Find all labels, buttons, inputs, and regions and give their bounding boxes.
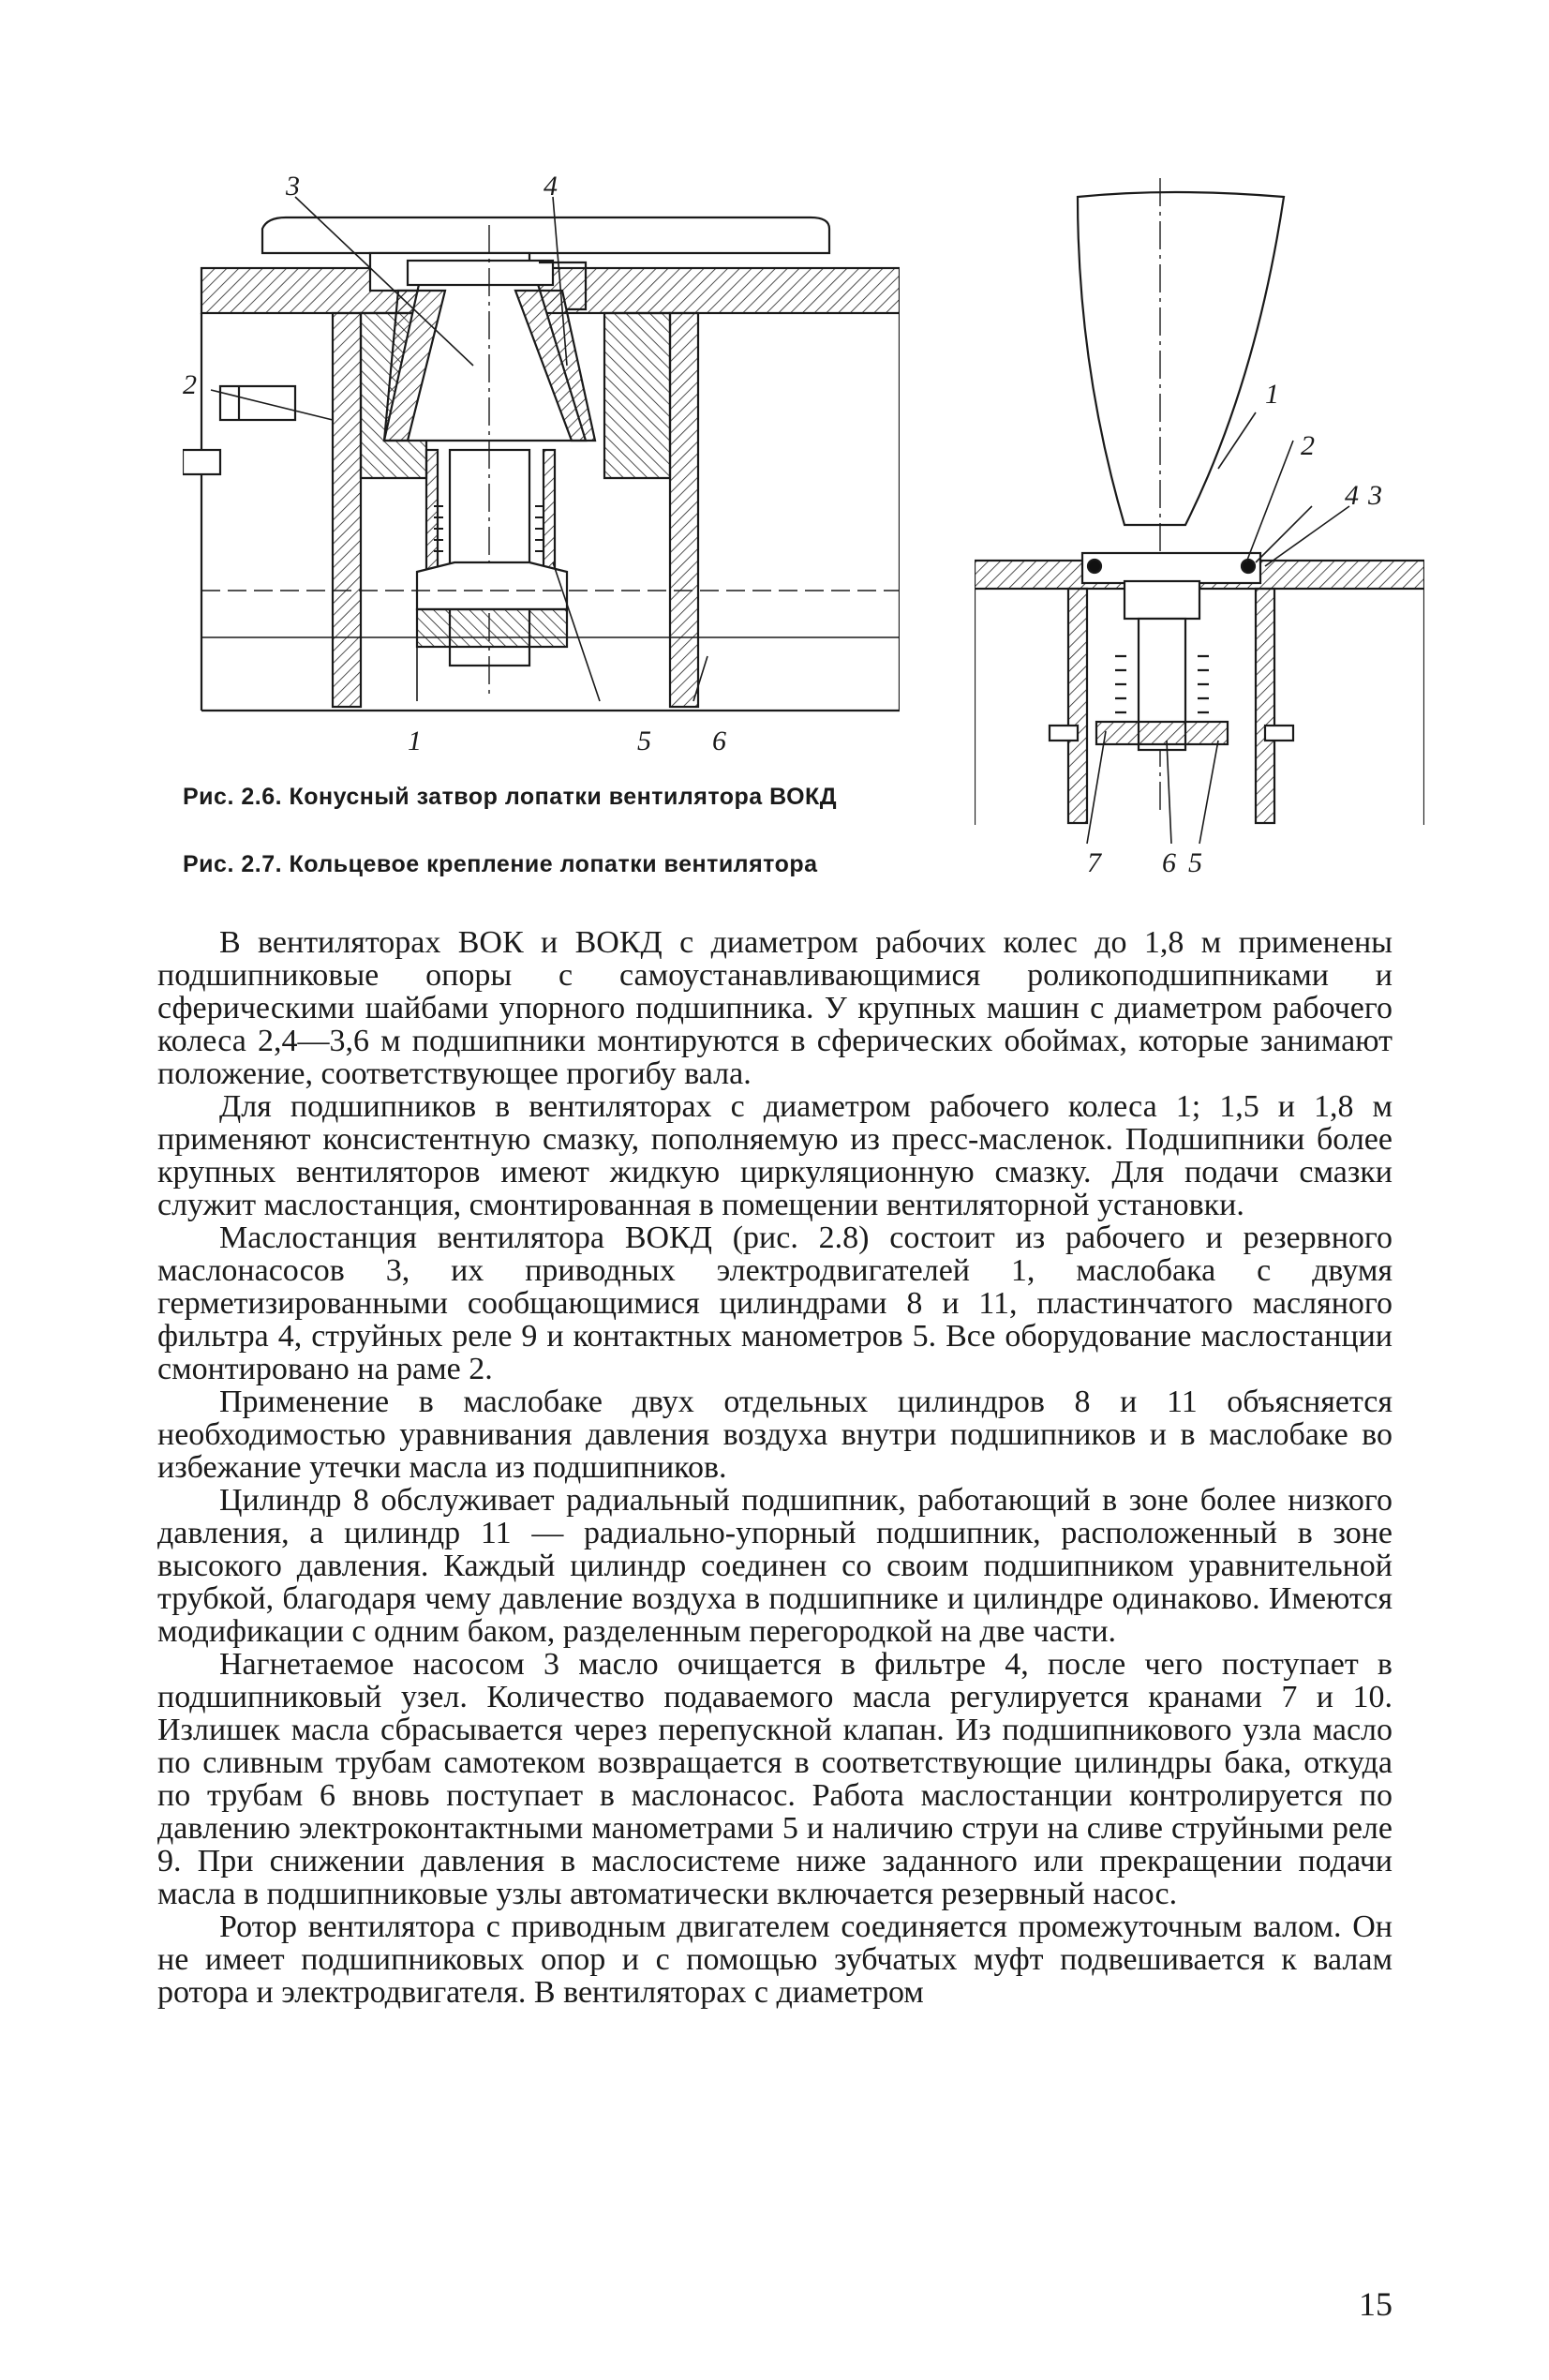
fig1-label-1: 1: [408, 726, 422, 756]
paragraph: Маслостанция вентилятора ВОКД (рис. 2.8) состоит из рабочего и резервного маслонасосов 3, их приводных электродвигателей 1, маслобака с двумя герметизированными сообщающимися цилиндрами 8 и 11, пластинчатого масляного фильтра 4, струйных реле 9 и контактных манометров 5. Все оборудование маслостанции смонтировано на раме 2.: [157, 1220, 1393, 1386]
figure-2-6-caption: Рис. 2.6. Конусный затвор лопатки вентилятора ВОКД: [183, 784, 838, 810]
paragraph: В вентиляторах ВОК и ВОКД с диаметром рабочих колес до 1,8 м применены подшипниковые опоры с самоустанавливающимися роликоподшипниками и сферическими шайбами упорного подшипника. У крупных машин с диаметром рабочего колеса 2,4—3,6 м подшипники монтируются в сферических обоймах, которые занимают положение, соответствующее прогибу вала.: [157, 925, 1393, 1091]
fig2-label-1: 1: [1265, 379, 1279, 410]
fig2-label-5: 5: [1188, 847, 1202, 878]
page-number: 15: [1359, 2285, 1393, 2323]
fig2-label-3: 3: [1368, 480, 1382, 511]
fig1-label-2: 2: [183, 369, 197, 400]
paragraph: Применение в маслобаке двух отдельных цилиндров 8 и 11 объясняется необходимостью уравнивания давления воздуха внутри подшипников и в маслобаке во избежание утечки масла из подшипников.: [157, 1385, 1393, 1485]
paragraph: Нагнетаемое насосом 3 масло очищается в фильтре 4, после чего поступает в подшипниковый узел. Количество подаваемого масла регулируется кранами 7 и 10. Излишек масла сбрасывается через перепускной клапан. Из подшипникового узла масло по сливным трубам самотеком возвращается в соответствующие цилиндры бака, откуда по трубам 6 вновь поступает в маслонасос. Работа маслостанции контролируется по давлению электроконтактными манометрами 5 и наличию струи на сливе струйными реле 9. При снижении давления в маслосистеме ниже заданного или прекращении подачи масла в подшипниковые узлы автоматически включается резервный насос.: [157, 1647, 1393, 1911]
body-text: [157, 926, 1393, 2009]
fig2-label-7: 7: [1087, 847, 1101, 878]
fig2-label-6: 6: [1162, 847, 1176, 878]
fig2-label-2: 2: [1301, 430, 1315, 461]
figure-2-7-drawing: [975, 169, 1424, 881]
paragraph: Цилиндр 8 обслуживает радиальный подшипник, работающий в зоне более низкого давления, а цилиндр 11 — радиально-упорный подшипник, расположенный в зоне высокого давления. Каждый цилиндр соединен со своим подшипником уравнительной трубкой, благодаря чему давление воздуха в подшипнике и цилиндре одинаково. Имеются модификации с одним баком, разделенным перегородкой на две части.: [157, 1483, 1393, 1649]
paragraph: Ротор вентилятора с приводным двигателем соединяется промежуточным валом. Он не имеет подшипниковых опор и с помощью зубчатых муфт подвешивается к валам ротора и электродвигателя. В вентиляторах с диаметром: [157, 1909, 1393, 2010]
paragraph: Для подшипников в вентиляторах с диаметром рабочего колеса 1; 1,5 и 1,8 м применяют консистентную смазку, пополняемую из пресс-масленок. Подшипники более крупных вентиляторов имеют жидкую циркуляционную смазку. Для подачи смазки служит маслостанция, смонтированная в помещении вентиляторной установки.: [157, 1089, 1393, 1222]
fig1-label-5: 5: [637, 726, 651, 756]
fig2-label-4: 4: [1345, 480, 1359, 511]
figure-2-6-drawing: [183, 169, 900, 769]
fig1-label-6: 6: [712, 726, 726, 756]
fig1-label-4: 4: [544, 171, 558, 202]
figure-2-7-caption: Рис. 2.7. Кольцевое крепление лопатки вентилятора: [183, 851, 818, 877]
fig1-label-3: 3: [286, 171, 300, 202]
